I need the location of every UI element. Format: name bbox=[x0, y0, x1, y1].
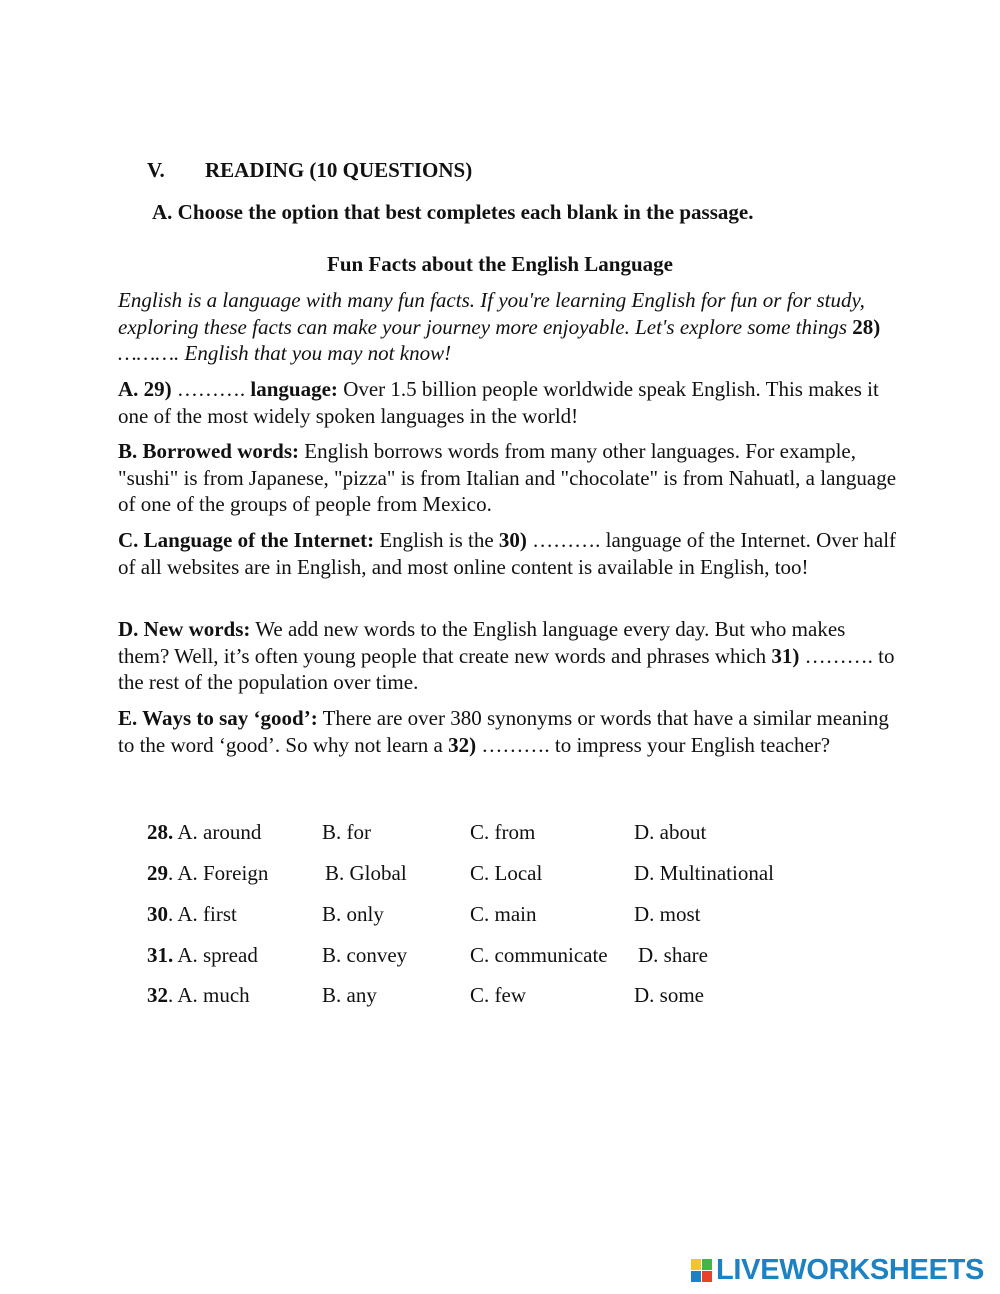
liveworksheets-logo[interactable] bbox=[691, 1255, 984, 1285]
logo-mark-tile bbox=[702, 1259, 712, 1270]
paragraph-text: English is the bbox=[374, 528, 499, 552]
blank-number: 29) bbox=[143, 377, 172, 401]
paragraph-heading: B. Borrowed words: bbox=[118, 439, 300, 463]
blank-number: 31) bbox=[771, 643, 800, 668]
question-number: 31. bbox=[147, 943, 174, 967]
intro-paragraph bbox=[118, 287, 898, 367]
option-a[interactable]: . A. much bbox=[168, 983, 250, 1007]
option-d[interactable]: D. some bbox=[634, 983, 704, 1007]
option-d[interactable]: D. most bbox=[634, 902, 701, 926]
blank: ………. bbox=[176, 377, 246, 401]
option-d[interactable]: D. about bbox=[634, 820, 707, 844]
option-c[interactable]: C. main bbox=[470, 902, 537, 926]
option-b[interactable]: B. convey bbox=[322, 943, 408, 967]
option-a[interactable]: . A. first bbox=[168, 902, 237, 926]
section-heading bbox=[147, 158, 472, 183]
paragraph-text: English borrows words from many other languages. For example, "sushi" is from Japanese, "pizza" is from Italian and "chocolate" is from Nahuatl, a language of one of the groups of people from Mexico. bbox=[118, 439, 897, 516]
paragraph-d bbox=[118, 616, 898, 696]
paragraph-c bbox=[118, 527, 898, 580]
logo-mark-tile bbox=[691, 1259, 701, 1270]
option-b[interactable]: B. only bbox=[322, 902, 384, 926]
question-number-with-option-a bbox=[147, 820, 261, 845]
section-number: V. bbox=[147, 158, 165, 182]
paragraph-text: ………. to the rest of the population over time. bbox=[118, 643, 895, 694]
option-d[interactable]: D. share bbox=[638, 943, 708, 967]
blank-number: 30) bbox=[498, 528, 527, 552]
option-c[interactable]: C. few bbox=[470, 983, 526, 1007]
option-a[interactable]: A. around bbox=[173, 820, 262, 844]
blank-number: 32) bbox=[448, 732, 477, 757]
paragraph-text: ………. language of the Internet. Over half of all websites are in English, and most online content is available in English, too! bbox=[118, 528, 897, 579]
paragraph-heading: C. Language of the Internet: bbox=[118, 528, 375, 552]
paragraph-text: Over 1.5 billion people worldwide speak English. This makes it one of the most widely spoken languages in the world! bbox=[118, 377, 879, 428]
intro-text: English is a language with many fun facts. If you're learning English for fun or for study, exploring these facts can make your journey more enjoyable. Let's explore some things bbox=[118, 288, 865, 339]
question-number: 29 bbox=[147, 861, 168, 885]
option-b[interactable]: B. Global bbox=[325, 861, 407, 885]
option-c[interactable]: C. from bbox=[470, 820, 536, 844]
intro-text: ………. English that you may not know! bbox=[118, 341, 452, 365]
question-row bbox=[147, 861, 847, 889]
question-row bbox=[147, 983, 847, 1011]
instruction: A. Choose the option that best completes each blank in the passage. bbox=[152, 200, 754, 224]
option-b[interactable]: B. any bbox=[322, 983, 377, 1007]
question-row bbox=[147, 943, 847, 971]
question-number-with-option-a bbox=[147, 861, 268, 886]
option-a[interactable]: A. spread bbox=[173, 943, 258, 967]
paragraph-heading: language: bbox=[250, 377, 338, 401]
option-c[interactable]: C. Local bbox=[470, 861, 543, 885]
question-number: 30 bbox=[147, 902, 168, 926]
question-number: 28. bbox=[147, 820, 174, 844]
paragraph-text: ………. to impress your English teacher? bbox=[476, 732, 831, 757]
option-d[interactable]: D. Multinational bbox=[634, 861, 774, 885]
paragraph-text: There are over 380 synonyms or words that have a similar meaning to the word ‘good’. So why not learn a bbox=[118, 706, 889, 757]
paragraph-a bbox=[118, 376, 898, 429]
question-row bbox=[147, 902, 847, 930]
question-row bbox=[147, 820, 847, 848]
logo-mark-icon bbox=[691, 1259, 712, 1282]
passage-title: Fun Facts about the English Language bbox=[327, 252, 673, 276]
blank-number: 28) bbox=[852, 314, 881, 339]
question-number-with-option-a bbox=[147, 983, 250, 1008]
logo-mark-tile bbox=[702, 1271, 712, 1282]
option-a[interactable]: . A. Foreign bbox=[168, 861, 269, 885]
paragraph-heading: D. New words: bbox=[118, 617, 251, 641]
logo-text: LIVEWORKSHEETS bbox=[716, 1254, 985, 1286]
question-number: 32 bbox=[147, 983, 168, 1007]
option-c[interactable]: C. communicate bbox=[470, 943, 608, 967]
paragraph-label: A. bbox=[118, 377, 139, 401]
section-title: READING (10 QUESTIONS) bbox=[205, 158, 473, 182]
paragraph-b bbox=[118, 438, 898, 518]
question-number-with-option-a bbox=[147, 943, 258, 968]
paragraph-text: We add new words to the English language every day. But who makes them? Well, it’s often young people that create new words and phrases which bbox=[118, 617, 846, 668]
paragraph-heading: E. Ways to say ‘good’: bbox=[118, 706, 318, 730]
paragraph-e bbox=[118, 705, 898, 758]
logo-mark-tile bbox=[691, 1271, 701, 1282]
option-b[interactable]: B. for bbox=[322, 820, 371, 844]
question-number-with-option-a bbox=[147, 902, 237, 927]
